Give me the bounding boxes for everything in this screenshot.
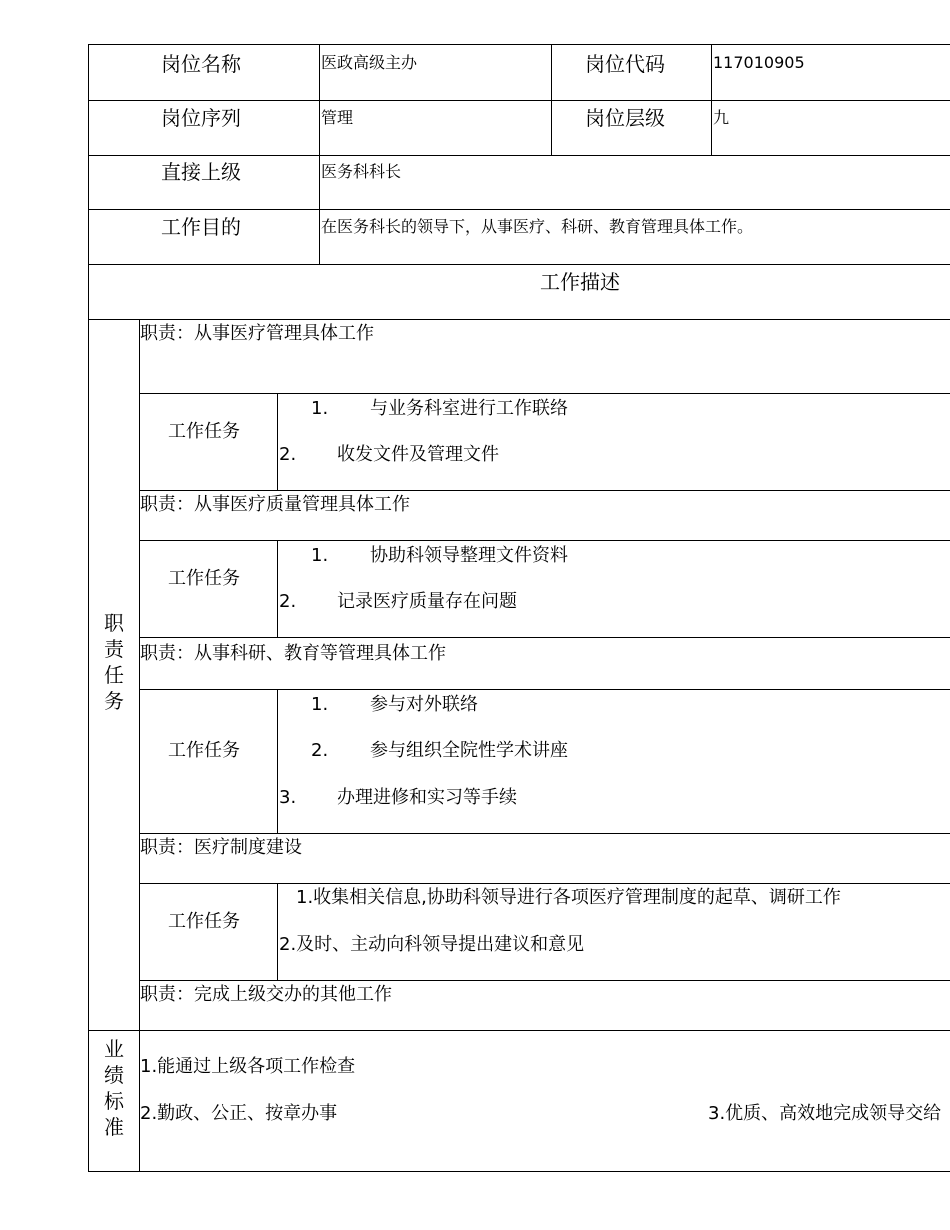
task-number: 2. — [279, 444, 297, 465]
task-text: 参与组织全院性学术讲座 — [370, 740, 568, 761]
duty-title: 职责：从事医疗管理具体工作 — [140, 323, 374, 344]
performance-label: 业绩标准 — [104, 1037, 124, 1139]
task-text: 办理进修和实习等手续 — [337, 787, 517, 808]
task-text: 协助科领导整理文件资料 — [370, 545, 568, 566]
post-name-label: 岗位名称 — [161, 52, 241, 76]
task-label: 工作任务 — [168, 740, 240, 761]
duties-label: 职责任务 — [104, 611, 124, 713]
purpose-label: 工作目的 — [161, 215, 241, 239]
duty-title: 职责：从事医疗质量管理具体工作 — [140, 494, 410, 515]
task-number: 1. — [311, 694, 329, 715]
task-text: 收发文件及管理文件 — [337, 444, 499, 465]
post-level-value: 九 — [713, 108, 730, 127]
task-number: 2. — [311, 740, 329, 761]
description-title: 工作描述 — [540, 270, 620, 294]
task-text: 与业务科室进行工作联络 — [370, 398, 568, 419]
duty-title: 职责：从事科研、教育等管理具体工作 — [140, 643, 446, 664]
duty-title: 职责：医疗制度建设 — [140, 837, 302, 858]
task-label: 工作任务 — [168, 421, 240, 442]
task-number: 1. — [311, 545, 329, 566]
task-number: 1. — [311, 398, 329, 419]
post-name-value: 医政高级主办 — [321, 53, 418, 72]
task-text: 参与对外联络 — [370, 694, 478, 715]
performance-item: 1.能通过上级各项工作检查 — [140, 1056, 356, 1077]
performance-item: 3.优质、高效地完成领导交给 — [708, 1103, 942, 1124]
duty-title: 职责：完成上级交办的其他工作 — [140, 984, 392, 1005]
task-text: 2.及时、主动向科领导提出建议和意见 — [279, 934, 585, 955]
supervisor-label: 直接上级 — [161, 160, 241, 184]
task-label: 工作任务 — [168, 568, 240, 589]
task-number: 3. — [279, 787, 297, 808]
task-text: 1.收集相关信息,协助科领导进行各项医疗管理制度的起草、调研工作 — [296, 887, 841, 908]
post-level-label: 岗位层级 — [585, 106, 665, 130]
task-text: 记录医疗质量存在问题 — [337, 591, 517, 612]
purpose-value: 在医务科长的领导下，从事医疗、科研、教育管理具体工作。 — [321, 217, 754, 236]
post-code-label: 岗位代码 — [585, 52, 665, 76]
supervisor-value: 医务科科长 — [321, 162, 402, 181]
task-label: 工作任务 — [168, 911, 240, 932]
performance-item: 2.勤政、公正、按章办事 — [140, 1103, 338, 1124]
post-code-value: 117010905 — [713, 53, 805, 72]
post-series-label: 岗位序列 — [161, 106, 241, 130]
task-number: 2. — [279, 591, 297, 612]
post-series-value: 管理 — [321, 108, 354, 127]
